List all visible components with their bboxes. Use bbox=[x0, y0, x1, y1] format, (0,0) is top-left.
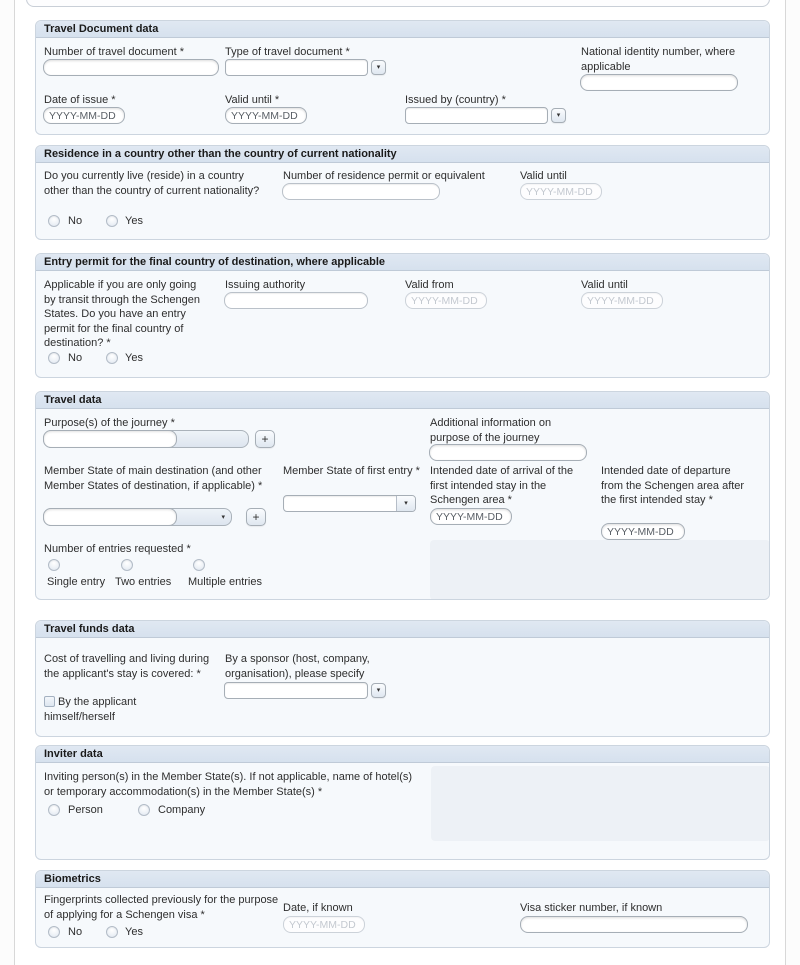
main-destination-combobox[interactable] bbox=[43, 508, 232, 526]
issuing-authority-label: Issuing authority bbox=[225, 279, 306, 291]
purpose-combobox[interactable] bbox=[43, 430, 249, 448]
valid-until-input[interactable] bbox=[225, 107, 307, 124]
add-purpose-button[interactable]: + bbox=[255, 430, 275, 448]
fingerprints-no-label[interactable]: No bbox=[68, 926, 83, 938]
residence-question-label: Do you currently live (reside) in a country other than the country of current nationality? bbox=[44, 170, 260, 197]
entry-permit-valid-until-input bbox=[581, 292, 663, 309]
fingerprints-no-radio[interactable] bbox=[48, 926, 60, 938]
section-biometrics bbox=[35, 870, 770, 948]
inviter-question-label: Inviting person(s) in the Member State(s). If not applicable, name of hotel(s) or temporary accommodation(s) in the Member State(s) * bbox=[44, 771, 413, 798]
additional-info-label: Additional information on purpose of the journey bbox=[430, 417, 552, 444]
section-travel-funds bbox=[35, 620, 770, 737]
previous-section-fragment bbox=[26, 0, 770, 7]
issued-by-select[interactable] bbox=[405, 107, 548, 124]
entry-permit-valid-from-input bbox=[405, 292, 487, 309]
inviter-company-label[interactable]: Company bbox=[158, 804, 206, 816]
main-destination-label: Member State of main destination (and other Member States of destination, if applicable) * bbox=[44, 465, 263, 492]
applicant-checkbox-label[interactable]: By the applicant himself/herself bbox=[44, 696, 137, 723]
section-entry-permit bbox=[35, 253, 770, 378]
section-header: Travel data bbox=[36, 392, 769, 409]
inviter-person-radio[interactable] bbox=[48, 804, 60, 816]
chevron-down-icon: ▾ bbox=[376, 687, 381, 694]
date-of-issue-label: Date of issue * bbox=[44, 94, 116, 106]
entry-permit-valid-until-label: Valid until bbox=[581, 279, 628, 291]
fingerprints-question-label: Fingerprints collected previously for the purpose of applying for a Schengen visa * bbox=[44, 894, 279, 921]
multiple-entries-radio[interactable] bbox=[193, 559, 205, 571]
departure-date-label: Intended date of departure from the Schengen area after the first intended stay * bbox=[601, 465, 745, 506]
two-entries-label[interactable]: Two entries bbox=[115, 576, 172, 588]
biometrics-date-label: Date, if known bbox=[283, 902, 353, 914]
residence-valid-until-label: Valid until bbox=[520, 170, 567, 182]
background-tint bbox=[431, 766, 770, 841]
multiple-entries-label[interactable]: Multiple entries bbox=[188, 576, 262, 588]
sponsor-select[interactable] bbox=[224, 682, 368, 699]
entry-permit-yes-label[interactable]: Yes bbox=[125, 352, 143, 364]
issued-by-label: Issued by (country) * bbox=[405, 94, 506, 106]
number-of-travel-document-label: Number of travel document * bbox=[44, 46, 185, 58]
inviter-person-label[interactable]: Person bbox=[68, 804, 103, 816]
section-residence bbox=[35, 145, 770, 240]
travel-document-type-arrow-button[interactable] bbox=[371, 60, 386, 75]
single-entry-radio[interactable] bbox=[48, 559, 60, 571]
chevron-down-icon: ▾ bbox=[376, 64, 381, 71]
sponsor-arrow-button[interactable] bbox=[371, 683, 386, 698]
residence-yes-label[interactable]: Yes bbox=[125, 215, 143, 227]
fingerprints-yes-radio[interactable] bbox=[106, 926, 118, 938]
purpose-combobox-field bbox=[43, 430, 177, 448]
section-header: Travel Document data bbox=[36, 21, 769, 38]
sponsor-label: By a sponsor (host, company, organisation), please specify bbox=[225, 653, 370, 680]
applicant-checkbox-row bbox=[44, 695, 166, 724]
travel-document-number-input[interactable] bbox=[43, 59, 219, 76]
entries-requested-label: Number of entries requested * bbox=[44, 543, 191, 555]
applicant-checkbox[interactable] bbox=[44, 696, 55, 707]
entry-permit-no-radio[interactable] bbox=[48, 352, 60, 364]
fingerprints-yes-label[interactable]: Yes bbox=[125, 926, 143, 938]
national-id-input[interactable] bbox=[580, 74, 738, 91]
two-entries-radio[interactable] bbox=[121, 559, 133, 571]
valid-until-label: Valid until * bbox=[225, 94, 280, 106]
travel-document-type-select[interactable] bbox=[225, 59, 368, 76]
residence-permit-number-label: Number of residence permit or equivalent bbox=[283, 170, 485, 182]
residence-permit-number-input[interactable] bbox=[282, 183, 440, 200]
entry-permit-question-label: Applicable if you are only going by transit through the Schengen States. Do you have an entry permit for the final country of destination? * bbox=[44, 279, 200, 349]
first-entry-select[interactable] bbox=[283, 495, 416, 512]
background-tint bbox=[430, 540, 770, 600]
residence-valid-until-input bbox=[520, 183, 602, 200]
issued-by-arrow-button[interactable] bbox=[551, 108, 566, 123]
cost-covered-label: Cost of travelling and living during the applicant's stay is covered: * bbox=[44, 653, 210, 680]
arrival-date-label: Intended date of arrival of the first intended stay in the Schengen area * bbox=[430, 465, 574, 506]
add-destination-button[interactable]: + bbox=[246, 508, 266, 526]
first-entry-label: Member State of first entry * bbox=[283, 465, 420, 477]
section-header: Residence in a country other than the country of current nationality bbox=[36, 146, 769, 163]
biometrics-date-input bbox=[283, 916, 365, 933]
section-header: Entry permit for the final country of destination, where applicable bbox=[36, 254, 769, 271]
entry-permit-yes-radio[interactable] bbox=[106, 352, 118, 364]
departure-date-input[interactable] bbox=[601, 523, 685, 540]
type-of-travel-document-label: Type of travel document * bbox=[225, 46, 350, 58]
issuing-authority-input[interactable] bbox=[224, 292, 368, 309]
section-travel-document bbox=[35, 20, 770, 135]
date-of-issue-input[interactable] bbox=[43, 107, 125, 124]
visa-sticker-input[interactable] bbox=[520, 916, 748, 933]
single-entry-label[interactable]: Single entry bbox=[47, 576, 106, 588]
residence-no-radio[interactable] bbox=[48, 215, 60, 227]
main-destination-combobox-field bbox=[43, 508, 177, 526]
visa-application-form-page bbox=[14, 0, 786, 965]
visa-sticker-label: Visa sticker number, if known bbox=[520, 902, 663, 914]
residence-no-label[interactable]: No bbox=[68, 215, 83, 227]
additional-info-input[interactable] bbox=[429, 444, 587, 461]
inviter-company-radio[interactable] bbox=[138, 804, 150, 816]
national-id-label: National identity number, where applicable bbox=[581, 46, 736, 73]
entry-permit-valid-from-label: Valid from bbox=[405, 279, 454, 291]
section-header: Inviter data bbox=[36, 746, 769, 763]
section-header: Travel funds data bbox=[36, 621, 769, 638]
section-header: Biometrics bbox=[36, 871, 769, 888]
chevron-down-icon: ▾ bbox=[221, 514, 225, 521]
purpose-label: Purpose(s) of the journey * bbox=[44, 417, 175, 429]
section-travel-data bbox=[35, 391, 770, 600]
entry-permit-no-label[interactable]: No bbox=[68, 352, 83, 364]
section-inviter bbox=[35, 745, 770, 860]
chevron-down-icon: ▾ bbox=[396, 496, 415, 511]
chevron-down-icon: ▾ bbox=[556, 112, 561, 119]
arrival-date-input[interactable] bbox=[430, 508, 512, 525]
residence-yes-radio[interactable] bbox=[106, 215, 118, 227]
